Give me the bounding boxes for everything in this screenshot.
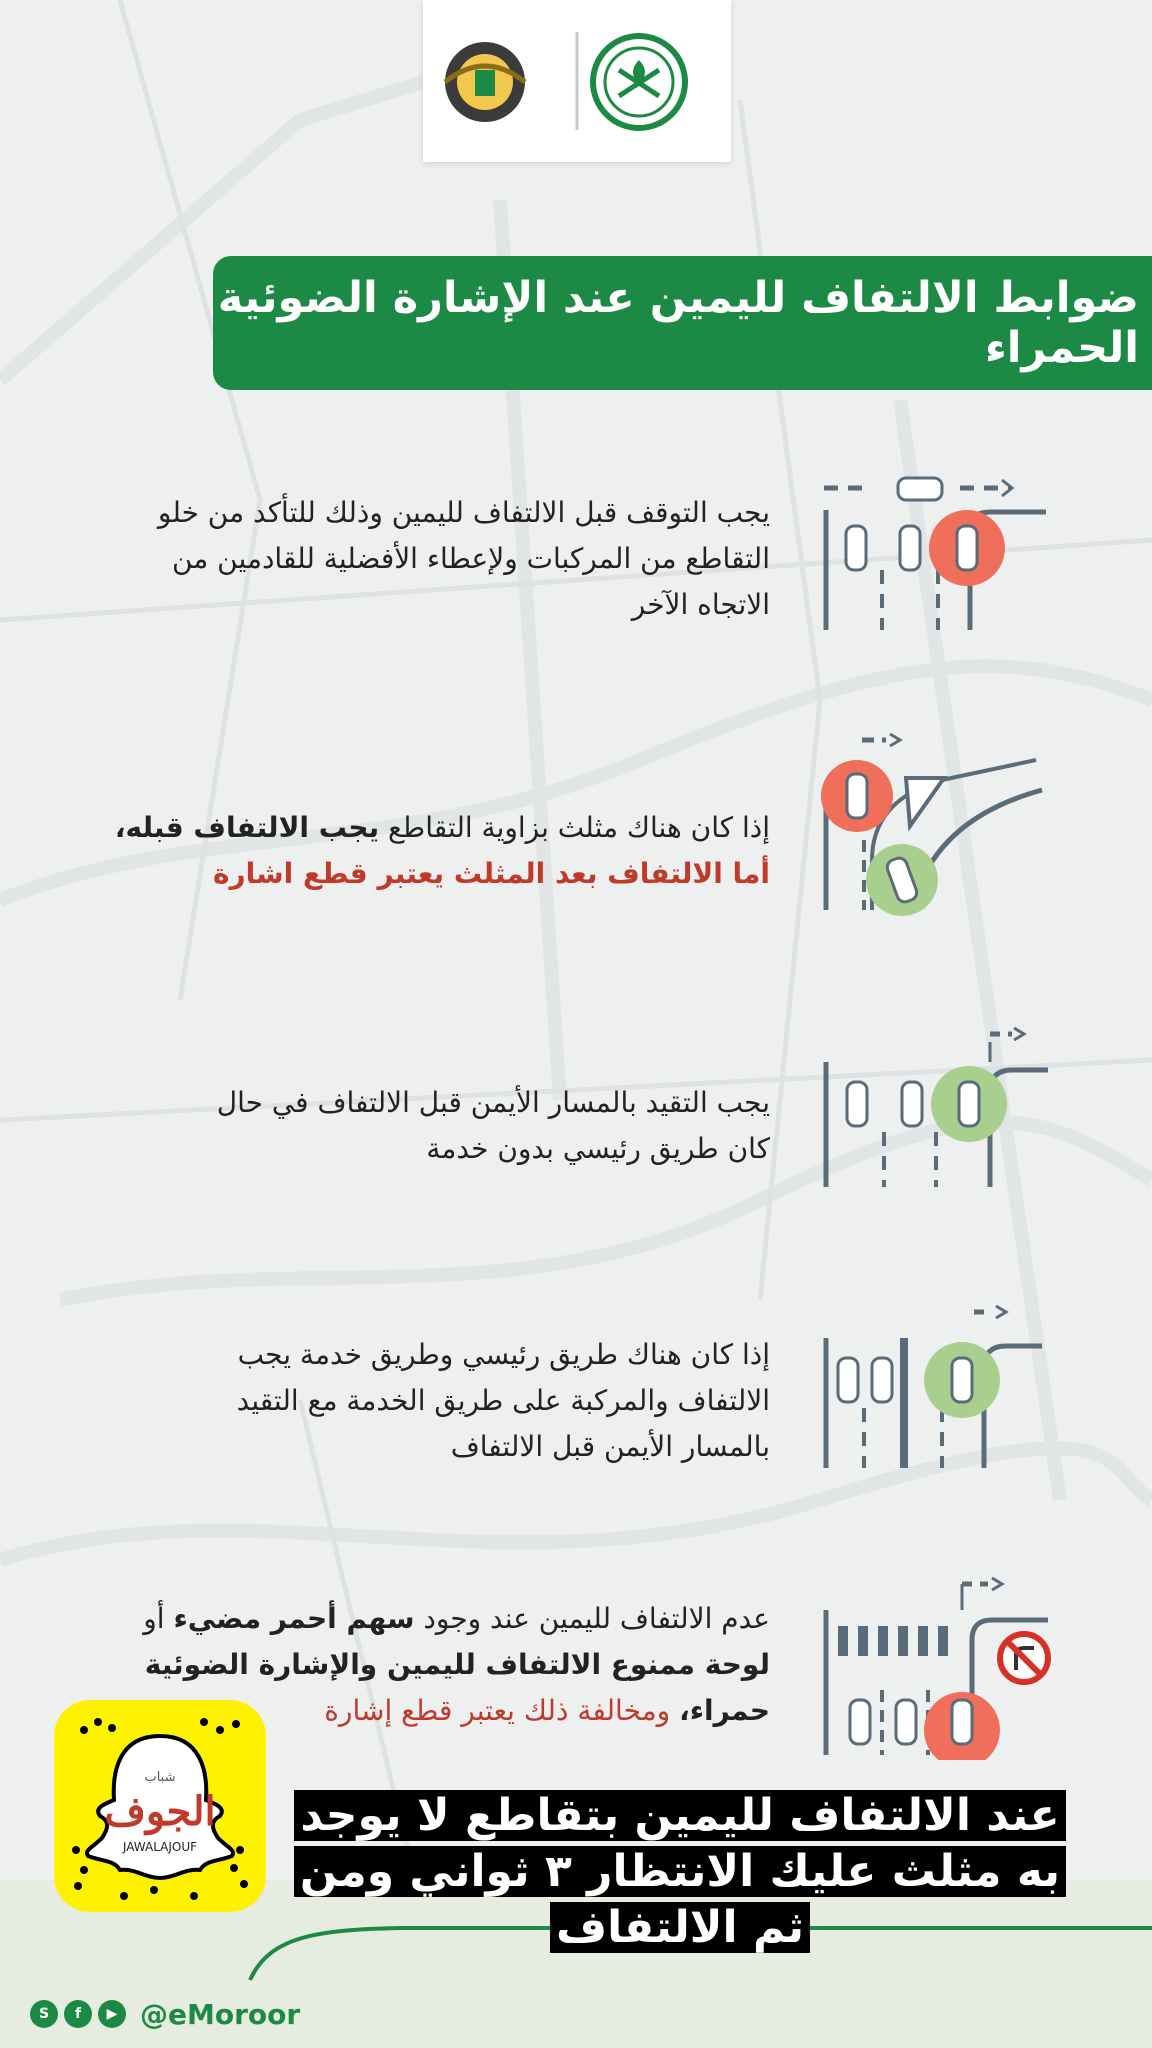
- rule-2-text: [40, 805, 770, 897]
- snapcode-top-label: شباب: [144, 1770, 176, 1785]
- rule-4-line: بالمسار الأيمن قبل الالتفاف: [450, 1430, 770, 1463]
- rule-5-line-2: لوحة ممنوع الالتفاف لليمين والإشارة الضوئية: [144, 1648, 770, 1681]
- rule-2-strong: يجب الالتفاف قبله،: [114, 811, 380, 844]
- youtube-icon[interactable]: ▶: [98, 2000, 126, 2028]
- snapcode-sticker[interactable]: [54, 1700, 266, 1912]
- rule-1-line: الاتجاه الآخر: [631, 588, 770, 621]
- social-links: [30, 1996, 300, 2032]
- rule-3-diagram: [812, 1022, 1052, 1192]
- ministry-of-interior-emblem: [593, 36, 685, 128]
- title-banner: [213, 256, 1152, 390]
- rule-1-diagram: [810, 470, 1060, 640]
- rule-2-diagram: [812, 730, 1052, 920]
- rule-4-text: [100, 1332, 770, 1470]
- overlay-caption: [290, 1788, 1070, 1956]
- rule-4-line: إذا كان هناك طريق رئيسي وطريق خدمة يجب: [237, 1338, 770, 1371]
- no-right-turn-sign: [1000, 1634, 1048, 1682]
- rule-5-normal: عدم الالتفاف لليمين عند وجود: [414, 1602, 770, 1635]
- snapcode-brand: الجوف: [104, 1788, 216, 1835]
- social-handle[interactable]: @eMoroor: [140, 1997, 301, 2031]
- rule-5-strong-end: حمراء،: [679, 1694, 770, 1727]
- rule-5-normal-end: أو: [143, 1602, 174, 1635]
- rule-1-text: [70, 490, 770, 628]
- rule-5-strong: سهم أحمر مضيء: [173, 1602, 415, 1635]
- rule-2-warning: أما الالتفاف بعد المثلث يعتبر قطع اشارة: [212, 857, 770, 890]
- rule-1-line: يجب التوقف قبل الالتفاف لليمين وذلك للتأكد من خلو: [157, 496, 770, 529]
- rule-5-line-1: [40, 1596, 770, 1642]
- rule-2-normal: إذا كان هناك مثلث بزاوية التقاطع: [379, 811, 770, 844]
- rule-3-text: [100, 1080, 770, 1172]
- snapchat-icon[interactable]: S: [30, 2000, 58, 2028]
- rule-4-diagram: [812, 1298, 1052, 1473]
- emblems: [423, 0, 731, 162]
- rule-3-line: كان طريق رئيسي بدون خدمة: [426, 1132, 770, 1165]
- traffic-police-emblem: [445, 42, 525, 122]
- facebook-icon[interactable]: f: [64, 2000, 92, 2028]
- rule-5-diagram: [812, 1570, 1052, 1760]
- snapcode-handle: JAWALAJOUF: [122, 1840, 198, 1854]
- rule-5-warning: ومخالفة ذلك يعتبر قطع إشارة: [324, 1694, 680, 1727]
- rule-4-line: الالتفاف والمركبة على طريق الخدمة مع التقيد: [236, 1384, 770, 1417]
- page-title: ضوابط الالتفاف لليمين عند الإشارة الضوئية الحمراء: [217, 273, 1139, 373]
- rule-3-line: يجب التقيد بالمسار الأيمن قبل الالتفاف في حال: [216, 1086, 770, 1119]
- rule-1-line: التقاطع من المركبات ولإعطاء الأفضلية للقادمين من: [171, 542, 770, 575]
- rule-2-line-1: [40, 805, 770, 851]
- overlay-caption-text: عند الالتفاف لليمين بتقاطع لا يوجد به مثلث عليك الانتظار ٣ ثواني ومن ثم الالتفاف: [294, 1790, 1066, 1953]
- logo-card: [423, 0, 731, 162]
